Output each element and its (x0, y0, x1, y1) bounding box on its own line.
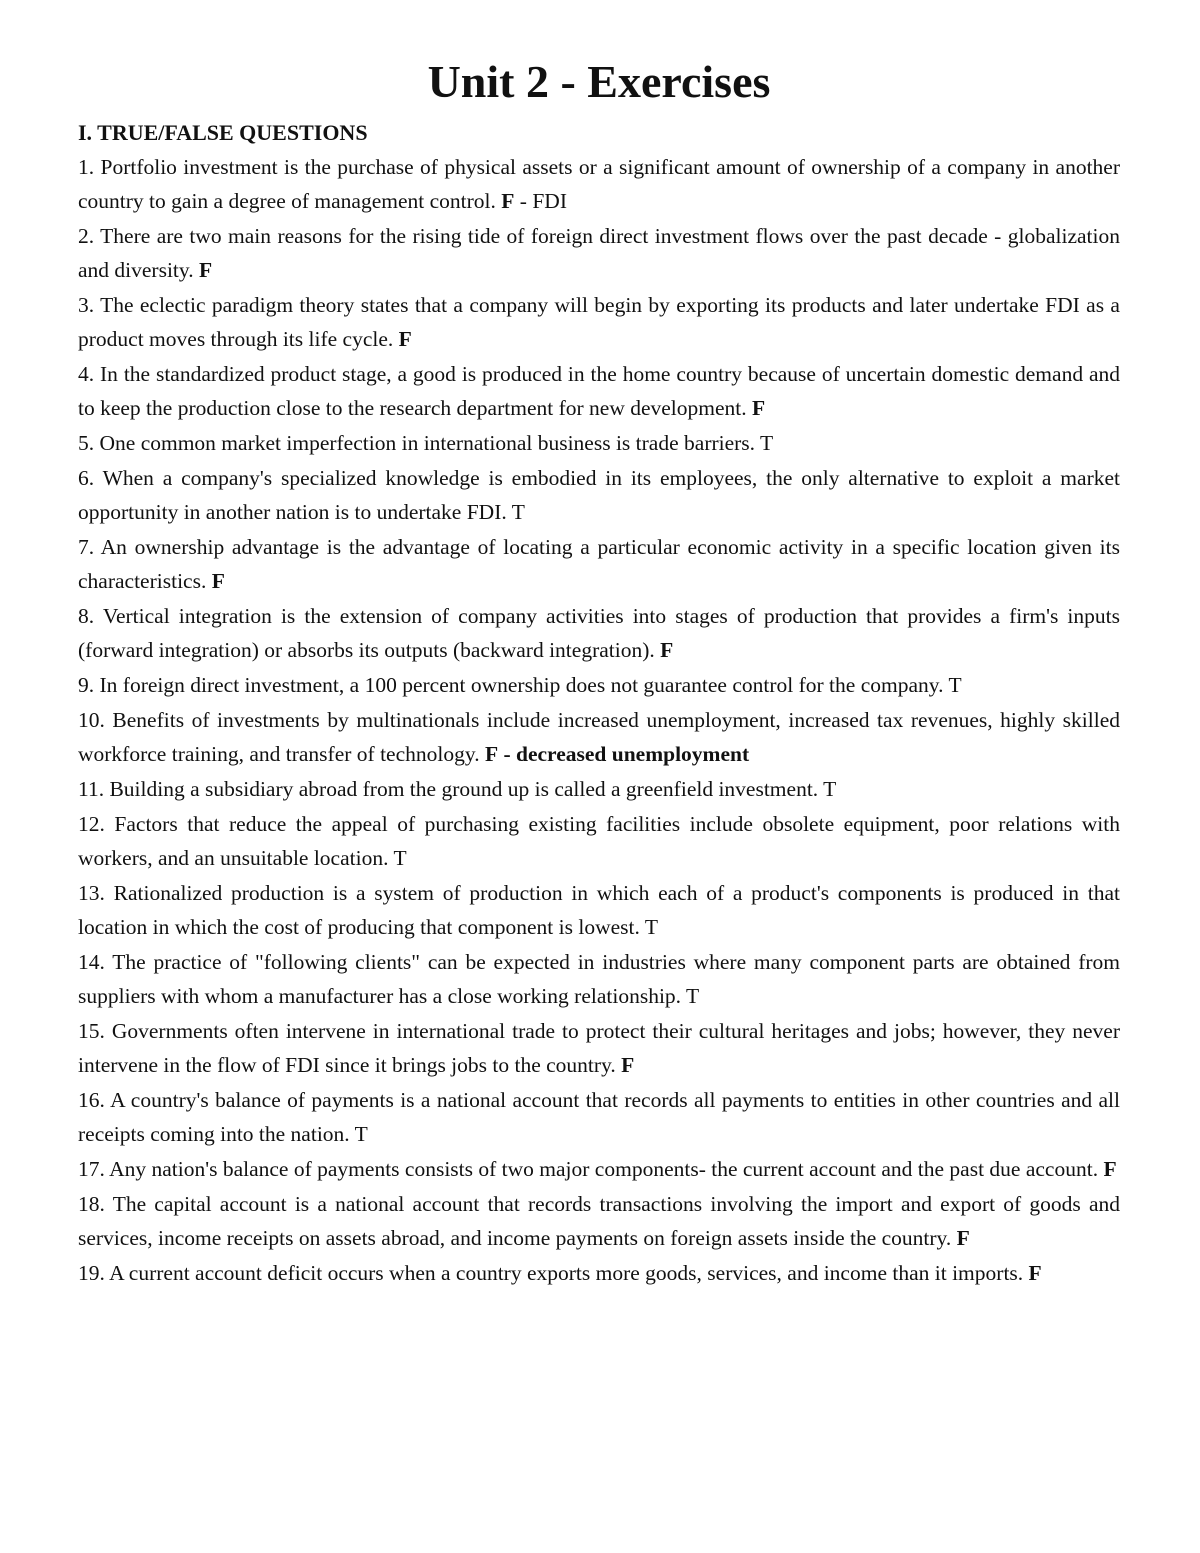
question-number: 15. (78, 1019, 105, 1043)
question-text: A country's balance of payments is a national account that records all payments to entities in other countries and all receipts coming into the nation. T (78, 1088, 1120, 1146)
page-title: Unit 2 - Exercises (427, 56, 771, 107)
question-text: A current account deficit occurs when a country exports more goods, services, and income than it imports. (109, 1261, 1024, 1285)
question-text: The capital account is a national account that records transactions involving the import and export of goods and services, income receipts on assets abroad, and income payments on foreign assets inside the country. (78, 1192, 1120, 1250)
question-number: 4. (78, 362, 95, 386)
section-heading: I. TRUE/FALSE QUESTIONS (78, 120, 368, 145)
question-5 (78, 426, 1120, 460)
question-number: 16. (78, 1088, 105, 1112)
question-text: Any nation's balance of payments consists of two major components- the current account and the past due account. (109, 1157, 1099, 1181)
question-text: Vertical integration is the extension of company activities into stages of production that provides a firm's inputs (forward integration) or absorbs its outputs (backward integration). (78, 604, 1120, 662)
question-text: There are two main reasons for the rising tide of foreign direct investment flows over the past decade - globalization and diversity. (78, 224, 1120, 282)
question-19 (78, 1256, 1120, 1290)
question-text: One common market imperfection in international business is trade barriers. T (99, 431, 774, 455)
question-12 (78, 807, 1120, 875)
question-text: Rationalized production is a system of production in which each of a product's components is produced in that location in which the cost of producing that component is lowest. T (78, 881, 1120, 939)
question-text: Portfolio investment is the purchase of physical assets or a significant amount of ownership of a company in another country to gain a degree of management control. (78, 155, 1121, 213)
question-number: 18. (78, 1192, 105, 1216)
question-number: 10. (78, 708, 105, 732)
answer-mark: F (199, 258, 213, 282)
question-number: 17. (78, 1157, 105, 1181)
answer-note: - decreased unemployment (503, 742, 750, 766)
answer-mark: F (660, 638, 674, 662)
question-17 (78, 1152, 1120, 1186)
question-number: 19. (78, 1261, 105, 1285)
question-11 (78, 772, 1120, 806)
question-text: When a company's specialized knowledge is embodied in its employees, the only alternative to exploit a market opportunity in another nation is to undertake FDI. T (78, 466, 1120, 524)
answer-mark: F (752, 396, 766, 420)
question-list (78, 150, 1120, 1290)
question-text: Governments often intervene in international trade to protect their cultural heritages and jobs; however, they never intervene in the flow of FDI since it brings jobs to the country. (78, 1019, 1121, 1077)
question-text: Factors that reduce the appeal of purchasing existing facilities include obsolete equipment, poor relations with workers, and an unsuitable location. T (78, 812, 1121, 870)
question-8 (78, 599, 1120, 667)
question-text: Building a subsidiary abroad from the ground up is called a greenfield investment. T (109, 777, 837, 801)
question-18 (78, 1187, 1120, 1255)
question-number: 9. (78, 673, 95, 697)
answer-mark: F (501, 189, 515, 213)
question-text: The practice of "following clients" can be expected in industries where many component parts are obtained from suppliers with whom a manufacturer has a close working relationship. T (78, 950, 1120, 1008)
question-10 (78, 703, 1120, 771)
answer-mark: F (621, 1053, 635, 1077)
answer-note: - FDI (519, 189, 567, 213)
answer-mark: F (398, 327, 412, 351)
question-9 (78, 668, 1120, 702)
question-number: 1. (78, 155, 95, 179)
question-7 (78, 530, 1120, 598)
question-text: The eclectic paradigm theory states that a company will begin by exporting its products and later undertake FDI as a product moves through its life cycle. (78, 293, 1120, 351)
question-text: Benefits of investments by multinationals include increased unemployment, increased tax revenues, highly skilled workforce training, and transfer of technology. (78, 708, 1121, 766)
question-16 (78, 1083, 1120, 1151)
question-number: 8. (78, 604, 95, 628)
question-number: 13. (78, 881, 105, 905)
question-number: 12. (78, 812, 105, 836)
question-number: 3. (78, 293, 95, 317)
question-text: In foreign direct investment, a 100 percent ownership does not guarantee control for the company. T (99, 673, 962, 697)
question-1 (78, 150, 1120, 218)
question-number: 11. (78, 777, 105, 801)
question-13 (78, 876, 1120, 944)
answer-mark: F (1103, 1157, 1117, 1181)
question-3 (78, 288, 1120, 356)
question-2 (78, 219, 1120, 287)
question-15 (78, 1014, 1120, 1082)
answer-mark: F (956, 1226, 970, 1250)
question-number: 5. (78, 431, 95, 455)
answer-mark: F (1028, 1261, 1042, 1285)
question-text: In the standardized product stage, a good is produced in the home country because of uncertain domestic demand and to keep the production close to the research department for new development. (78, 362, 1121, 420)
question-4 (78, 357, 1120, 425)
question-number: 6. (78, 466, 95, 490)
question-number: 2. (78, 224, 95, 248)
document-page (78, 50, 1120, 1291)
question-number: 14. (78, 950, 105, 974)
question-6 (78, 461, 1120, 529)
question-number: 7. (78, 535, 95, 559)
question-text: An ownership advantage is the advantage of locating a particular economic activity in a specific location given its characteristics. (78, 535, 1120, 593)
answer-mark: F (484, 742, 499, 766)
question-14 (78, 945, 1120, 1013)
answer-mark: F (211, 569, 225, 593)
